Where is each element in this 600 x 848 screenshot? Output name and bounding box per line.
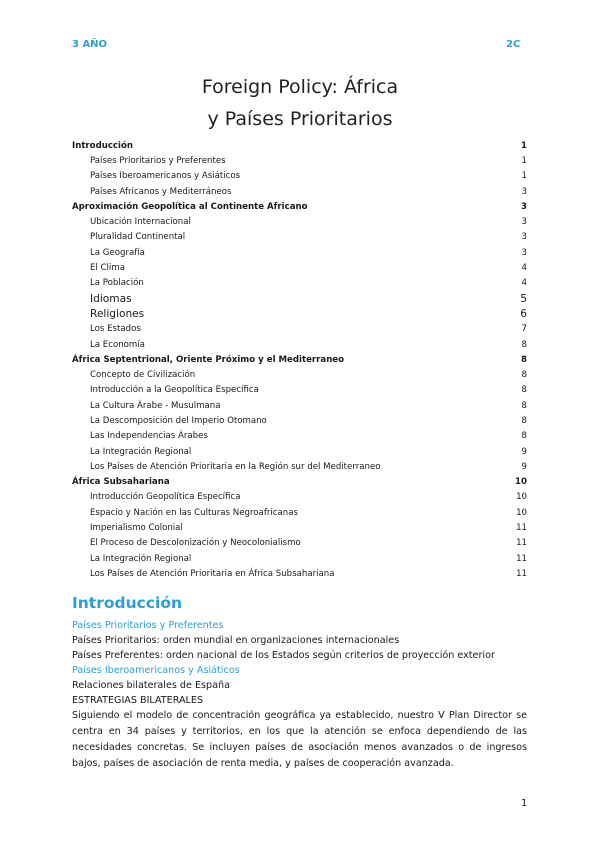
toc-entry-label: África Subsahariana (72, 477, 170, 488)
toc-entry[interactable] (72, 383, 527, 398)
toc-entry-page: 8 (521, 400, 527, 411)
toc-entry-page: 11 (516, 568, 527, 579)
toc-entry-page: 4 (521, 278, 527, 289)
toc-entry-label: Los Países de Atención Prioritaria en la Región sur del Mediterraneo (90, 461, 381, 472)
toc-entry-label: Religiones (90, 307, 145, 320)
header-group: 2C (506, 39, 521, 50)
page-number: 1 (521, 798, 528, 809)
toc-entry-label: Los Países de Atención Prioritaria en África Subsahariana (90, 568, 335, 579)
toc-entry-label: Los Estados (90, 324, 141, 335)
toc-entry-label: Espacio y Nación en las Culturas Negroafricanas (90, 507, 298, 518)
toc-entry-page: 3 (521, 201, 527, 212)
subsection-heading-1: Países Prioritarios y Preferentes (72, 620, 224, 631)
toc-entry-page: 10 (516, 507, 527, 518)
toc-entry-page: 10 (515, 477, 527, 488)
toc-entry-page: 8 (521, 370, 527, 381)
toc-entry[interactable] (72, 398, 527, 413)
toc-entry-page: 8 (521, 431, 527, 442)
toc-entry-page: 11 (516, 538, 527, 549)
toc-entry-label: Países Africanos y Mediterráneos (90, 186, 232, 197)
toc-entry[interactable] (72, 566, 527, 581)
toc-entry-page: 8 (521, 354, 527, 365)
toc-heading-entry[interactable] (72, 138, 527, 153)
section-heading: Introducción (72, 594, 183, 612)
toc-entry-page: 9 (521, 446, 527, 457)
toc-entry-label: Introducción a la Geopolítica Específica (90, 385, 259, 396)
toc-entry-page: 4 (521, 263, 527, 274)
toc-entry[interactable] (72, 322, 527, 337)
toc-entry-label: El Clima (90, 263, 125, 274)
toc-entry[interactable] (72, 245, 527, 260)
toc-entry[interactable] (72, 413, 527, 428)
toc-entry-page: 8 (521, 415, 527, 426)
toc-entry[interactable] (72, 214, 527, 229)
toc-entry[interactable] (72, 230, 527, 245)
toc-entry-page: 10 (516, 492, 527, 503)
header-year: 3 AÑO (72, 39, 108, 50)
toc-entry-label: La Integración Regional (90, 553, 192, 564)
toc-entry-page: 3 (521, 186, 527, 197)
toc-entry[interactable] (72, 505, 527, 520)
body-line: Países Preferentes: orden nacional de los Estados según criterios de proyección exterior (72, 650, 495, 661)
body-line: ESTRATEGIAS BILATERALES (72, 695, 204, 706)
toc-entry[interactable] (72, 520, 527, 535)
toc-entry[interactable] (72, 276, 527, 291)
toc-entry-page: 3 (521, 247, 527, 258)
document-title-line2: y Países Prioritarios (207, 108, 393, 130)
toc-entry[interactable] (72, 306, 527, 321)
toc-entry[interactable] (72, 490, 527, 505)
toc-entry-page: 11 (516, 553, 527, 564)
toc-entry[interactable] (72, 153, 527, 168)
toc-heading-entry[interactable] (72, 199, 527, 214)
toc-entry[interactable] (72, 260, 527, 275)
toc-entry-page: 3 (521, 217, 527, 228)
toc-entry[interactable] (72, 337, 527, 352)
body-line: Países Prioritarios: orden mundial en organizaciones internacionales (72, 635, 400, 646)
toc-entry-label: La Economía (90, 339, 145, 350)
toc-entry[interactable] (72, 169, 527, 184)
toc-entry-label: Las Independencias Árabes (90, 431, 208, 442)
toc-entry-label: La Geografía (90, 247, 145, 258)
toc-entry-page: 8 (521, 385, 527, 396)
toc-entry-label: Introducción (72, 140, 133, 151)
toc-entry-page: 6 (520, 307, 527, 320)
toc-heading-entry[interactable] (72, 352, 527, 367)
toc-entry[interactable] (72, 367, 527, 382)
toc-entry-page: 7 (521, 324, 527, 335)
subsection-heading-2: Países Iberoamericanos y Asiáticos (72, 665, 240, 676)
toc-entry-page: 8 (521, 339, 527, 350)
toc-entry[interactable] (72, 429, 527, 444)
toc-heading-entry[interactable] (72, 475, 527, 490)
toc-entry-label: África Septentrional, Oriente Próximo y el Mediterraneo (72, 354, 345, 365)
document-title-line1: Foreign Policy: África (201, 76, 399, 98)
toc-entry-page: 1 (521, 155, 527, 166)
toc-entry-label: Imperialismo Colonial (90, 523, 183, 534)
toc-entry-label: Ubicación Internacional (90, 217, 191, 228)
toc-entry-label: El Proceso de Descolonización y Neocolonialismo (90, 538, 301, 549)
table-of-contents (72, 138, 527, 582)
toc-entry[interactable] (72, 291, 527, 306)
toc-entry-label: Idiomas (90, 292, 132, 305)
body-paragraph: Siguiendo el modelo de concentración geográfica ya establecido, nuestro V Plan Director se centra en 34 países y territorios, en los que la atención se enfoca dependiendo de las necesidades concretas. Se incluyen países de asociación menos avanzados o de ingresos bajos, países de asociación de renta media, y países de cooperación avanzada. (72, 710, 527, 769)
document-body (72, 594, 527, 772)
toc-entry-label: Concepto de Civilización (90, 370, 196, 381)
toc-entry-label: Aproximación Geopolítica al Continente Africano (72, 201, 308, 212)
toc-entry-page: 9 (521, 461, 527, 472)
body-line: Relaciones bilaterales de España (72, 680, 230, 691)
toc-entry-label: La Cultura Árabe - Musulmana (90, 400, 221, 411)
toc-entry-page: 5 (520, 292, 527, 305)
toc-entry-label: Países Prioritarios y Preferentes (90, 155, 226, 166)
toc-entry-label: Países Iberoamericanos y Asiáticos (90, 171, 241, 182)
toc-entry-label: La Descomposición del Imperio Otomano (90, 415, 267, 426)
toc-entry-label: La Integración Regional (90, 446, 192, 457)
toc-entry-page: 1 (521, 140, 527, 151)
toc-entry[interactable] (72, 444, 527, 459)
toc-entry-label: Introducción Geopolítica Específica (90, 492, 241, 503)
toc-entry[interactable] (72, 184, 527, 199)
toc-entry[interactable] (72, 551, 527, 566)
toc-entry-page: 11 (516, 523, 527, 534)
toc-entry[interactable] (72, 459, 527, 474)
toc-entry-page: 3 (521, 232, 527, 243)
toc-entry-label: La Población (90, 278, 144, 289)
toc-entry[interactable] (72, 536, 527, 551)
toc-entry-label: Pluralidad Continental (90, 232, 186, 243)
toc-entry-page: 1 (521, 171, 527, 182)
